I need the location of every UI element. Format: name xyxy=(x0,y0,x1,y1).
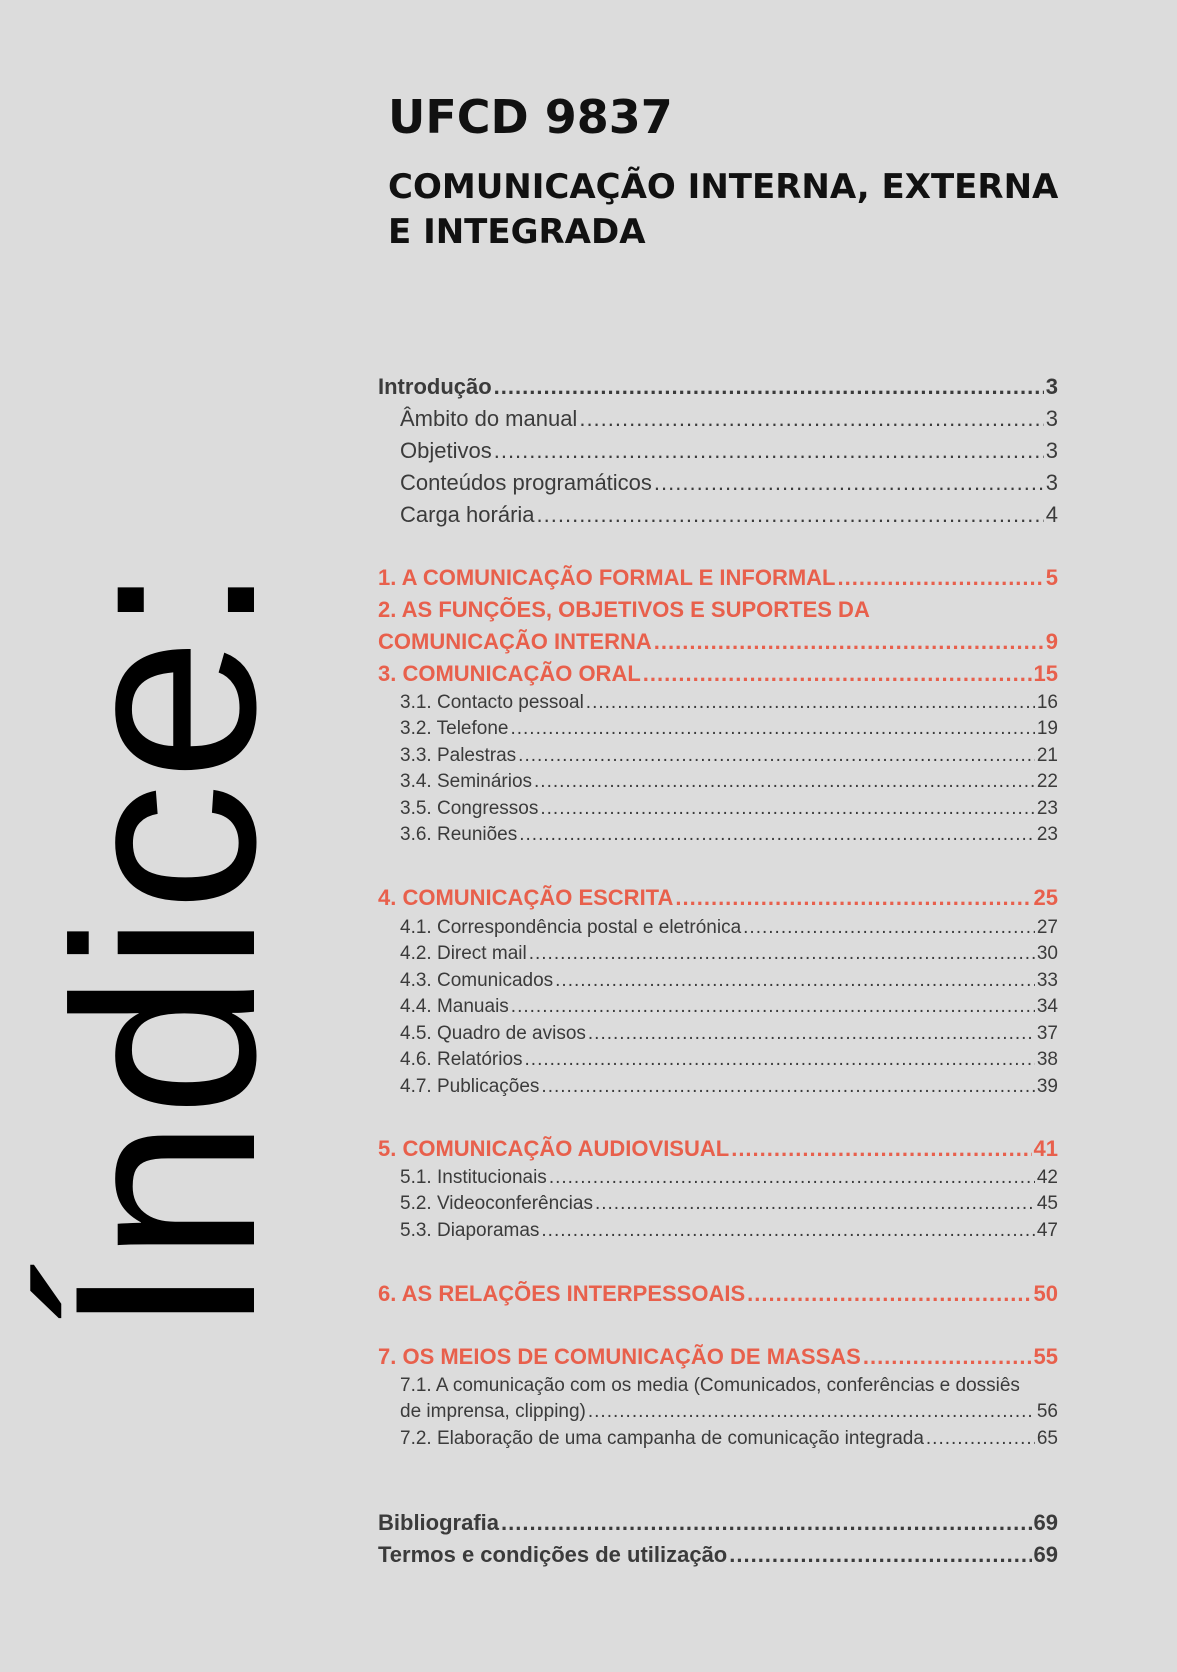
toc-entry-4-3[interactable]: 4.3. Comunicados ..... 33 xyxy=(400,970,1058,992)
toc-chapter-5[interactable]: 5. COMUNICAÇÃO AUDIOVISUAL ..... 41 xyxy=(378,1136,1058,1162)
toc-entry-5-1[interactable]: 5.1. Institucionais ..... 42 xyxy=(400,1167,1058,1189)
index-side-title: Índice: xyxy=(20,561,309,1336)
toc-entry-3-4[interactable]: 3.4. Seminários ..... 22 xyxy=(400,771,1058,793)
toc-entry-7-2[interactable]: 7.2. Elaboração de uma campanha de comunicação integrada ..... 65 xyxy=(400,1428,1058,1450)
toc-entry-termos[interactable]: Termos e condições de utilização ..... 69 xyxy=(378,1542,1058,1568)
toc-chapter-4[interactable]: 4. COMUNICAÇÃO ESCRITA ..... 25 xyxy=(378,885,1058,911)
toc-entry-carga[interactable]: Carga horária ..... 4 xyxy=(400,502,1058,528)
toc-entry-3-3[interactable]: 3.3. Palestras ..... 21 xyxy=(400,745,1058,767)
toc-entry-3-5[interactable]: 3.5. Congressos ..... 23 xyxy=(400,798,1058,820)
toc-entry-4-5[interactable]: 4.5. Quadro de avisos ..... 37 xyxy=(400,1023,1058,1045)
toc-entry-4-7[interactable]: 4.7. Publicações ..... 39 xyxy=(400,1076,1058,1098)
toc-chapter-3[interactable]: 3. COMUNICAÇÃO ORAL ..... 15 xyxy=(378,661,1058,687)
toc-entry-ambito[interactable]: Âmbito do manual ..... 3 xyxy=(400,406,1058,432)
toc-entry-4-1[interactable]: 4.1. Correspondência postal e eletrónica ..... 27 xyxy=(400,917,1058,939)
toc-entry-conteudos[interactable]: Conteúdos programáticos ..... 3 xyxy=(400,470,1058,496)
toc-entry-objetivos[interactable]: Objetivos ..... 3 xyxy=(400,438,1058,464)
toc-entry-3-2[interactable]: 3.2. Telefone ..... 19 xyxy=(400,718,1058,740)
toc-chapter-2[interactable]: COMUNICAÇÃO INTERNA ..... 9 xyxy=(378,629,1058,655)
course-code: UFCD 9837 xyxy=(388,90,673,144)
course-title: COMUNICAÇÃO INTERNA, EXTERNA E INTEGRADA xyxy=(388,166,1059,253)
toc-entry-4-2[interactable]: 4.2. Direct mail ..... 30 xyxy=(400,943,1058,965)
toc-entry-introducao[interactable]: Introdução ..... 3 xyxy=(378,374,1058,400)
toc-entry-3-6[interactable]: 3.6. Reuniões ..... 23 xyxy=(400,824,1058,846)
toc-entry-5-3[interactable]: 5.3. Diaporamas ..... 47 xyxy=(400,1220,1058,1242)
toc-entry-5-2[interactable]: 5.2. Videoconferências ..... 45 xyxy=(400,1193,1058,1215)
toc-entry-7-1[interactable]: de imprensa, clipping) ..... 56 xyxy=(400,1401,1058,1423)
toc-chapter-6[interactable]: 6. AS RELAÇÕES INTERPESSOAIS ..... 50 xyxy=(378,1281,1058,1307)
toc-chapter-2-line1[interactable]: 2. AS FUNÇÕES, OBJETIVOS E SUPORTES DA xyxy=(378,597,870,622)
toc-chapter-1[interactable]: 1. A COMUNICAÇÃO FORMAL E INFORMAL ..... 5 xyxy=(378,565,1058,591)
toc-entry-7-1-line1[interactable]: 7.1. A comunicação com os media (Comunicados, conferências e dossiês xyxy=(400,1375,1020,1396)
toc-entry-4-4[interactable]: 4.4. Manuais ..... 34 xyxy=(400,996,1058,1018)
toc-entry-bibliografia[interactable]: Bibliografia ..... 69 xyxy=(378,1510,1058,1536)
toc-chapter-7[interactable]: 7. OS MEIOS DE COMUNICAÇÃO DE MASSAS ..... 55 xyxy=(378,1344,1058,1370)
toc-entry-3-1[interactable]: 3.1. Contacto pessoal ..... 16 xyxy=(400,692,1058,714)
toc-entry-4-6[interactable]: 4.6. Relatórios ..... 38 xyxy=(400,1049,1058,1071)
